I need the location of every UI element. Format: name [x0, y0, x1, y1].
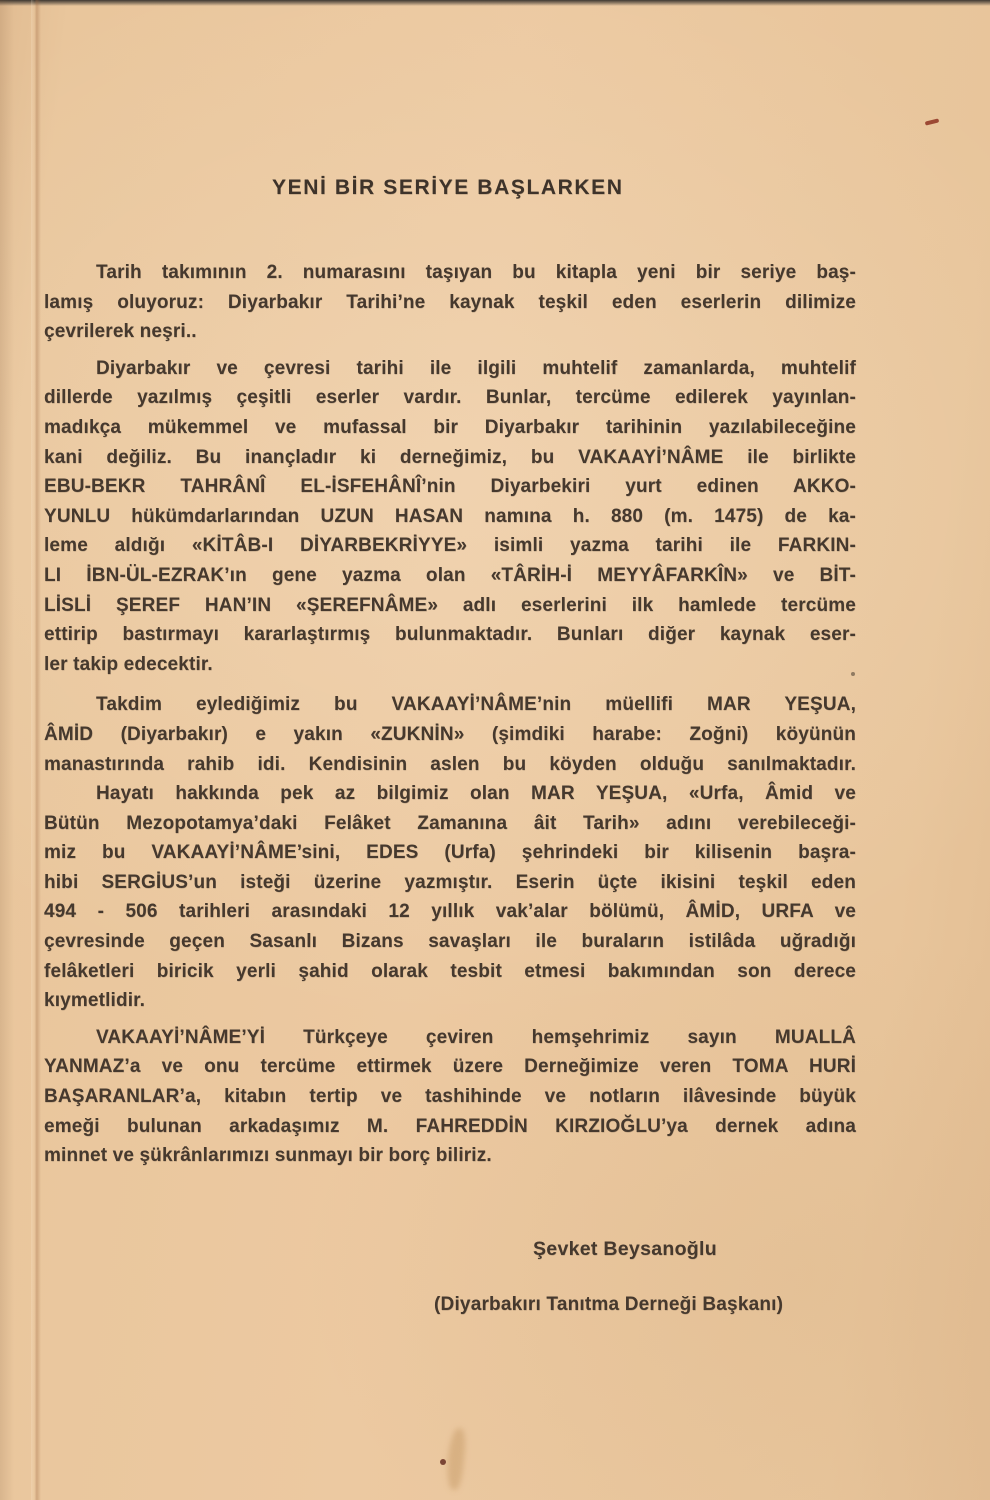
- text-line: Tarih takımının 2. numarasını taşıyan bu kitapla yeni bir seriye baş-: [96, 262, 856, 283]
- red-ink-speck: [925, 118, 940, 125]
- page-crease: [31, 0, 41, 1500]
- paragraph-thanks: [44, 1023, 856, 1171]
- text-line: minnet ve şükrânlarımızı sunmayı bir borç biliriz.: [44, 1145, 492, 1167]
- paragraph-sources: [44, 354, 856, 680]
- paper-stain: [445, 1427, 467, 1490]
- text-line: emeği bulunan arkadaşımız M. FAHREDDİN KIRZIOĞLU’ya dernek adına: [44, 1115, 856, 1137]
- paper-stain-dot: [440, 1459, 446, 1465]
- signature-role: (Diyarbakırı Tanıtma Derneği Başkanı): [434, 1294, 784, 1315]
- paragraph-author: [44, 690, 856, 779]
- text-block: [44, 258, 856, 1171]
- text-line: dillerde yazılmış çeşitli eserler vardır. Bunlar, tercüme edilerek yayınlan-: [44, 387, 856, 409]
- text-line: 494 - 506 tarihleri arasındaki 12 yıllık vak’alar bölümü, ÂMİD, URFA ve: [44, 901, 856, 923]
- signature-name: Şevket Beysanoğlu: [533, 1238, 717, 1260]
- text-line: YUNLU hükümdarlarından UZUN HASAN namına h. 880 (m. 1475) de ka-: [44, 505, 856, 527]
- text-line: VAKAAYİ’NÂME’Yİ Türkçeye çeviren hemşehrimiz sayın MUALLÂ: [96, 1026, 856, 1048]
- text-line: miz bu VAKAAYİ’NÂME’sini, EDES (Urfa) şehrindeki bir kilisenin başra-: [44, 842, 856, 864]
- paragraph-work: [44, 779, 856, 1016]
- text-line: Bütün Mezopotamya’daki Felâket Zamanına âit Tarih» adını verebileceği-: [44, 812, 856, 834]
- left-edge-shade: [0, 0, 14, 1500]
- paragraph-intro: [44, 258, 856, 347]
- text-line: Diyarbakır ve çevresi tarihi ile ilgili muhtelif zamanlarda, muhtelif: [96, 357, 856, 379]
- text-line: BAŞARANLAR’a, kitabın tertip ve tashihinde ve notların ilâvesinde büyük: [44, 1086, 856, 1108]
- text-line: LİSLİ ŞEREF HAN’IN «ŞEREFNÂME» adlı eserlerini ilk hamlede tercüme: [44, 594, 856, 616]
- text-line: kani değiliz. Bu inançladır ki derneğimiz, bu VAKAAYİ’NÂME ile birlikte: [44, 446, 856, 468]
- text-line: leme aldığı «KİTÂB-I DİYARBEKRİYYE» isimli yazma tarihi ile FARKIN-: [44, 535, 856, 557]
- text-line: Hayatı hakkında pek az bilgimiz olan MAR YEŞUA, «Urfa, Âmid ve: [96, 783, 856, 805]
- text-line: hibi SERGİUS’un isteği üzerine yazmıştır. Eserin üçte ikisini teşkil eden: [44, 871, 856, 893]
- text-line: çevresinde geçen Sasanlı Bizans savaşları ile buraların istilâda uğradığı: [44, 931, 856, 953]
- text-line: EBU-BEKR TAHRÂNÎ EL-İSFEHÂNÎ’nin Diyarbekiri yurt edinen AKKO-: [44, 476, 856, 498]
- text-line: Takdim eylediğimiz bu VAKAAYİ’NÂME’nin müellifi MAR YEŞUA,: [96, 694, 856, 716]
- text-line: lamış oluyoruz: Diyarbakır Tarihi’ne kaynak teşkil eden eserlerin dilimize: [44, 291, 856, 313]
- text-line: kıymetlidir.: [44, 990, 146, 1012]
- page-title: YENİ BİR SERİYE BAŞLARKEN: [272, 176, 624, 199]
- text-line: çevrilerek neşri..: [44, 321, 197, 343]
- text-line: LI İBN-ÜL-EZRAK’ın gene yazma olan «TÂRİH-İ MEYYÂFARKÎN» ve BİT-: [44, 564, 856, 586]
- text-line: ÂMİD (Diyarbakır) e yakın «ZUKNİN» (şimdiki harabe: Zoğni) köyünün: [44, 723, 856, 745]
- text-line: ler takip edecektir.: [44, 653, 213, 675]
- text-line: YANMAZ’a ve onu tercüme ettirmek üzere Derneğimize veren TOMA HURİ: [44, 1056, 856, 1078]
- text-line: madıkça mükemmel ve mufassal bir Diyarbakır tarihinin yazılabileceğine: [44, 416, 856, 438]
- text-line: manastırında rahib idi. Kendisinin aslen bu köyden olduğu sanılmaktadır.: [44, 753, 856, 775]
- text-line: felâketleri biricik yerli şahid olarak tesbit etmesi bakımından son derece: [44, 960, 856, 982]
- scan-top-edge: [0, 0, 990, 6]
- text-line: ettirip bastırmayı kararlaştırmış bulunmaktadır. Bunları diğer kaynak eser-: [44, 624, 856, 646]
